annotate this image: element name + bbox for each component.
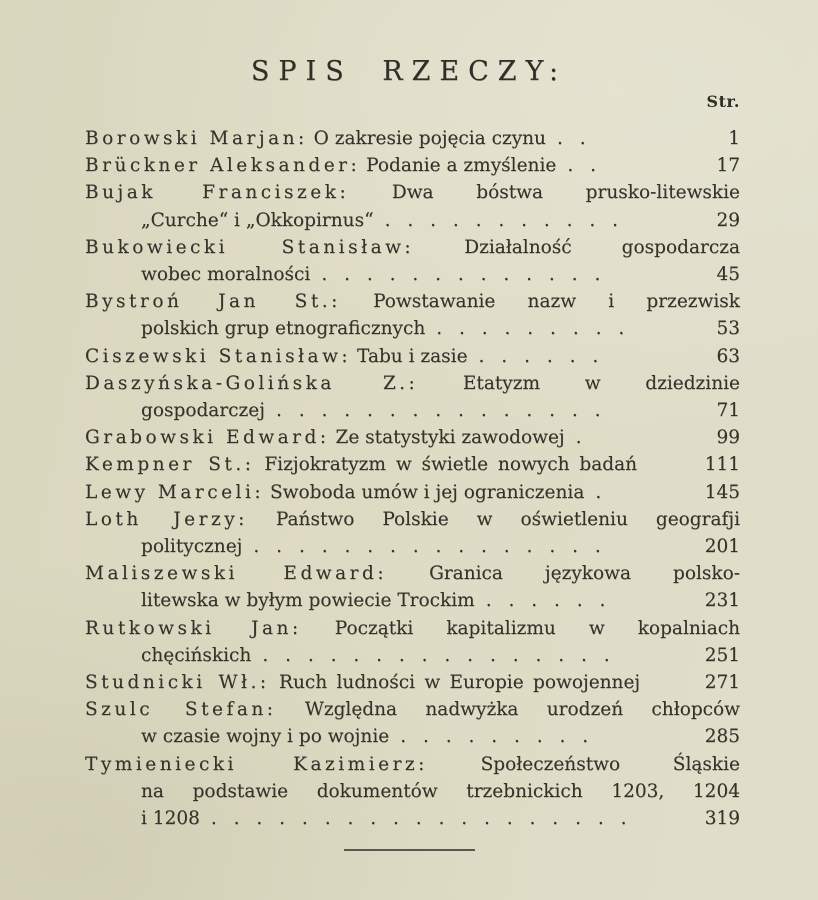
author-name: Daszyńska-Golińska Z.:: [85, 372, 419, 394]
toc-line: [85, 751, 740, 778]
dot-leader: . . . . . .: [478, 345, 600, 367]
dot-leader: . . . . . . . . . . . . . . . . . . .: [210, 808, 628, 830]
toc-line: [85, 479, 740, 506]
toc-entry-text: Ciszewski Stanisław: Tabu i zasie: [85, 345, 468, 367]
page-number: 71: [716, 400, 740, 422]
toc-line: [85, 370, 740, 397]
toc-entry-text: Bukowiecki Stanisław: Działalność gospodarcza: [85, 236, 740, 258]
dot-leader: . . . . . . . . . . . . .: [321, 264, 602, 286]
toc-list: [85, 125, 740, 832]
author-name: Maliszewski Edward:: [85, 563, 388, 585]
page-number: 1: [728, 128, 740, 149]
dot-leader: . .: [556, 128, 587, 149]
page-number: 45: [716, 264, 740, 286]
toc-entry-text: „Curche“ i „Okkopirnus“: [141, 209, 374, 231]
toc-entry-text: w czasie wojny i po wojnie: [141, 726, 390, 748]
toc-line: [85, 424, 740, 451]
toc-line: [85, 179, 740, 206]
toc-line: [85, 234, 740, 261]
page-number: 285: [704, 726, 740, 748]
author-name: Szulc Stefan:: [85, 699, 277, 721]
page-number: 201: [704, 536, 740, 558]
toc-line: [85, 261, 740, 288]
author-name: Borowski Marjan:: [85, 128, 308, 149]
toc-entry-text: Studnicki Wł.: Ruch ludności w Europie powojennej: [85, 672, 641, 694]
toc-entry-text: Borowski Marjan: O zakresie pojęcia czynu: [85, 128, 546, 149]
dot-leader: .: [575, 427, 583, 449]
toc-line: [85, 397, 740, 424]
toc-entry-text: gospodarczej: [141, 400, 265, 422]
dot-leader: . . . . . . . . . . . . . . .: [275, 400, 602, 422]
toc-line: [85, 343, 740, 370]
author-name: Bukowiecki Stanisław:: [85, 236, 415, 258]
toc-line: [85, 207, 740, 234]
toc-entry-text: polskich grup etnograficznych: [141, 318, 426, 340]
page-number: 99: [716, 427, 740, 449]
page-number: 63: [716, 345, 740, 367]
page-number: 319: [704, 808, 740, 830]
page-number: 53: [716, 318, 740, 340]
author-name: Tymieniecki Kazimierz:: [85, 753, 428, 775]
page-number: 17: [716, 155, 740, 177]
author-name: Studnicki Wł.:: [85, 672, 270, 694]
toc-line: [85, 125, 740, 152]
dot-leader: .: [595, 481, 603, 503]
toc-entry-text: Szulc Stefan: Względna nadwyżka urodzeń chłopców: [85, 699, 741, 721]
author-name: Brückner Aleksander:: [85, 155, 361, 177]
toc-line: [85, 533, 740, 560]
toc-entry-text: Grabowski Edward: Ze statystyki zawodowej: [85, 427, 565, 449]
toc-line: [85, 642, 740, 669]
toc-entry-text: Lewy Marceli: Swoboda umów i jej ograniczenia: [85, 481, 585, 503]
toc-line: [85, 587, 740, 614]
toc-entry-text: Maliszewski Edward: Granica językowa polsko-: [85, 563, 740, 585]
toc-entry-text: chęcińskich: [141, 644, 252, 666]
toc-entry-text: litewska w byłym powiecie Trockim: [141, 590, 475, 612]
toc-entry-text: politycznej: [141, 536, 243, 558]
toc-entry-text: na podstawie dokumentów trzebnickich 1203, 1204: [141, 780, 740, 802]
toc-line: [85, 560, 740, 587]
toc-line: [85, 615, 740, 642]
page-number: 251: [704, 644, 740, 666]
toc-entry-text: Bujak Franciszek: Dwa bóstwa prusko-litewskie: [85, 182, 740, 204]
toc-entry-text: wobec moralności: [141, 264, 311, 286]
author-name: Kempner St.:: [85, 454, 255, 476]
author-name: Rutkowski Jan:: [85, 617, 302, 639]
toc-line: [85, 778, 740, 805]
toc-line: [85, 506, 740, 533]
toc-line: [85, 288, 740, 315]
page-number: 145: [704, 481, 740, 503]
toc-entry-text: Tymieniecki Kazimierz: Społeczeństwo Śląskie: [85, 753, 740, 775]
toc-entry-text: Loth Jerzy: Państwo Polskie w oświetleniu geografji: [85, 508, 740, 530]
author-name: Loth Jerzy:: [85, 508, 248, 530]
dot-leader: . . . . . .: [485, 590, 607, 612]
author-name: Ciszewski Stanisław:: [85, 345, 352, 367]
dot-leader: . . . . . . . . . . .: [384, 209, 620, 231]
toc-line: [85, 669, 740, 696]
toc-entry-text: Rutkowski Jan: Początki kapitalizmu w kopalniach: [85, 617, 740, 639]
page-number: 111: [704, 454, 741, 476]
dot-leader: . . . . . . . . .: [400, 726, 590, 748]
page-number: 29: [716, 209, 740, 231]
page-number: 271: [704, 672, 741, 694]
dot-leader: . . . . . . . . . . . . . . . .: [262, 644, 611, 666]
toc-line: [85, 723, 740, 750]
toc-entry-text: Daszyńska-Golińska Z.: Etatyzm w dziedzinie: [85, 372, 740, 394]
page-number: 231: [704, 590, 740, 612]
dot-leader: . . . . . . . . .: [436, 318, 626, 340]
author-name: Bystroń Jan St.:: [85, 291, 341, 313]
author-name: Lewy Marceli:: [85, 481, 265, 503]
page-title: SPIS RZECZY:: [250, 56, 568, 87]
toc-entry-text: Bystroń Jan St.: Powstawanie nazw i przezwisk: [85, 291, 741, 313]
toc-line: [85, 152, 740, 179]
toc-line: [85, 451, 740, 478]
column-header-str: Str.: [706, 92, 740, 111]
footer-rule: [344, 849, 475, 851]
toc-line: [85, 805, 740, 832]
toc-line: [85, 696, 740, 723]
toc-line: [85, 315, 740, 342]
dot-leader: . . . . . . . . . . . . . . . .: [253, 536, 602, 558]
toc-entry-text: Kempner St.: Fizjokratyzm w świetle nowych badań: [85, 454, 638, 476]
author-name: Grabowski Edward:: [85, 427, 330, 449]
toc-entry-text: i 1208: [141, 808, 200, 830]
toc-entry-text: Brückner Aleksander: Podanie a zmyślenie: [85, 155, 557, 177]
author-name: Bujak Franciszek:: [85, 182, 350, 204]
dot-leader: . .: [567, 155, 597, 177]
